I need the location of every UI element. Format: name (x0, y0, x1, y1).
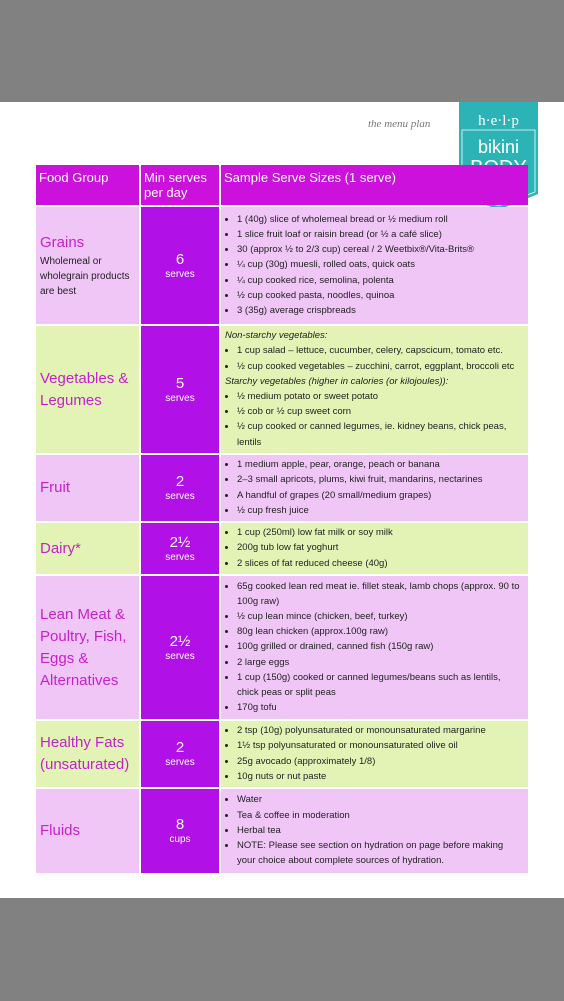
food-group-note: Wholemeal or wholegrain products are best (40, 256, 130, 297)
serves-cell (141, 721, 219, 787)
page-subtitle: the menu plan (368, 118, 431, 130)
serves-cell (141, 523, 219, 574)
serves-number: 6 (175, 250, 185, 268)
list-item: • 3 (35g) average crispbreads (237, 303, 524, 318)
serves-unit: cups (169, 834, 191, 845)
column-header-min-serves: Min serves per day (141, 165, 219, 205)
list-item: • ½ cup lean mince (chicken, beef, turkey) (237, 609, 524, 624)
food-group-cell (36, 523, 139, 574)
list-item: • 1 cup (150g) cooked or canned legumes/beans such as lentils, chick peas or split peas (237, 670, 524, 700)
table-row (36, 326, 528, 453)
list-item: • 1½ tsp polyunsaturated or monounsaturated olive oil (237, 738, 524, 753)
list-item: • 10g nuts or nut paste (237, 769, 524, 784)
list-item: • 1 (40g) slice of wholemeal bread or ½ medium roll (237, 212, 524, 227)
serve-sizes-cell (221, 207, 528, 324)
list-item: • ½ cup cooked pasta, noodles, quinoa (237, 288, 524, 303)
serve-sizes-cell (221, 721, 528, 787)
list-item: • ¼ cup (30g) muesli, rolled oats, quick oats (237, 257, 524, 272)
svg-text:h·e·l·p: h·e·l·p (478, 113, 519, 129)
table-header-row (36, 165, 528, 205)
food-group-name: Vegetables & Legumes (40, 369, 129, 409)
food-group-cell (36, 576, 139, 719)
list-item: • 30 (approx ½ to 2/3 cup) cereal / 2 Weetbix®/Vita-Brits® (237, 242, 524, 257)
table-row (36, 207, 528, 324)
list-item: • 200g tub low fat yoghurt (237, 540, 524, 555)
food-group-cell (36, 721, 139, 787)
menu-plan-table (34, 163, 530, 875)
list-item: • ½ cob or ½ cup sweet corn (237, 404, 524, 419)
list-item: • 1 cup salad – lettuce, cucumber, celery, capscicum, tomato etc. (237, 343, 524, 358)
list-item: • 1 slice fruit loaf or raisin bread (or ½ a café slice) (237, 227, 524, 242)
list-item: • ¼ cup cooked rice, semolina, polenta (237, 273, 524, 288)
list-item: • 1 medium apple, pear, orange, peach or banana (237, 457, 524, 472)
food-group-name: Fluids (40, 822, 81, 839)
list-item: • 100g grilled or drained, canned fish (150g raw) (237, 639, 524, 654)
serve-sizes-cell (221, 576, 528, 719)
list-item: • ½ cup cooked vegetables – zucchini, carrot, eggplant, broccoli etc (237, 359, 524, 374)
list-item: • Herbal tea (237, 823, 524, 838)
table-row (36, 721, 528, 787)
food-group-cell (36, 207, 139, 324)
list-item: • 80g lean chicken (approx.100g raw) (237, 624, 524, 639)
serves-unit: serves (165, 757, 195, 768)
list-item: • 2 tsp (10g) polyunsaturated or monounsaturated margarine (237, 723, 524, 738)
food-group-cell (36, 789, 139, 873)
list-item: • A handful of grapes (20 small/medium grapes) (237, 488, 524, 503)
serve-sizes-cell (221, 789, 528, 873)
serves-number: 8 (175, 816, 185, 833)
serves-cell (141, 789, 219, 873)
column-header-sample-serve-sizes: Sample Serve Sizes (1 serve) (221, 165, 528, 205)
food-group-name: Fruit (40, 479, 70, 496)
serve-sizes-cell (221, 326, 528, 453)
list-item: • ½ medium potato or sweet potato (237, 389, 524, 404)
food-group-cell (36, 326, 139, 453)
list-item: • ½ cup fresh juice (237, 503, 524, 518)
serves-cell (141, 455, 219, 521)
list-item: • 65g cooked lean red meat ie. fillet steak, lamb chops (approx. 90 to 100g raw) (237, 579, 524, 609)
serves-unit: serves (165, 551, 195, 563)
serves-number: 5 (175, 374, 185, 392)
serves-unit: serves (165, 268, 195, 280)
list-item: • 2–3 small apricots, plums, kiwi fruit, mandarins, nectarines (237, 472, 524, 487)
list-item: • 2 large eggs (237, 655, 524, 670)
subheading-starchy: Starchy vegetables (higher in calories (or kilojoules)): (225, 375, 449, 387)
serves-number: 2 (175, 739, 185, 756)
table-row (36, 455, 528, 521)
serves-unit: serves (165, 650, 195, 662)
serves-cell (141, 207, 219, 324)
food-group-name: Grains (40, 234, 85, 251)
list-item: • Water (237, 792, 524, 807)
serves-cell (141, 326, 219, 453)
food-group-name: Lean Meat & Poultry, Fish, Eggs & Alternatives (40, 605, 127, 689)
serves-unit: serves (165, 392, 195, 404)
column-header-food-group: Food Group (36, 165, 139, 205)
svg-text:bikini: bikini (477, 137, 520, 157)
table-row (36, 523, 528, 574)
list-item: • 1 cup (250ml) low fat milk or soy milk (237, 525, 524, 540)
food-group-cell (36, 455, 139, 521)
list-item: • NOTE: Please see section on hydration on page before making your choice about complete sources of hydration. (237, 838, 524, 868)
serve-sizes-cell (221, 455, 528, 521)
list-item: • ½ cup cooked or canned legumes, ie. kidney beans, chick peas, lentils (237, 419, 524, 449)
serves-number: 2 (175, 473, 185, 490)
table-row (36, 576, 528, 719)
list-item: • Tea & coffee in moderation (237, 808, 524, 823)
serves-unit: serves (165, 491, 195, 502)
serve-sizes-cell (221, 523, 528, 574)
serves-number: 2½ (169, 533, 191, 551)
list-item: • 170g tofu (237, 700, 524, 715)
food-group-name: Dairy* (40, 539, 81, 557)
table-row (36, 789, 528, 873)
list-item: • 2 slices of fat reduced cheese (40g) (237, 556, 524, 571)
subheading-non-starchy: Non-starchy vegetables: (225, 330, 328, 342)
serves-number: 2½ (169, 632, 191, 650)
list-item: • 25g avocado (approximately 1/8) (237, 754, 524, 769)
food-group-name: Healthy Fats (unsaturated) (40, 734, 130, 773)
serves-cell (141, 576, 219, 719)
